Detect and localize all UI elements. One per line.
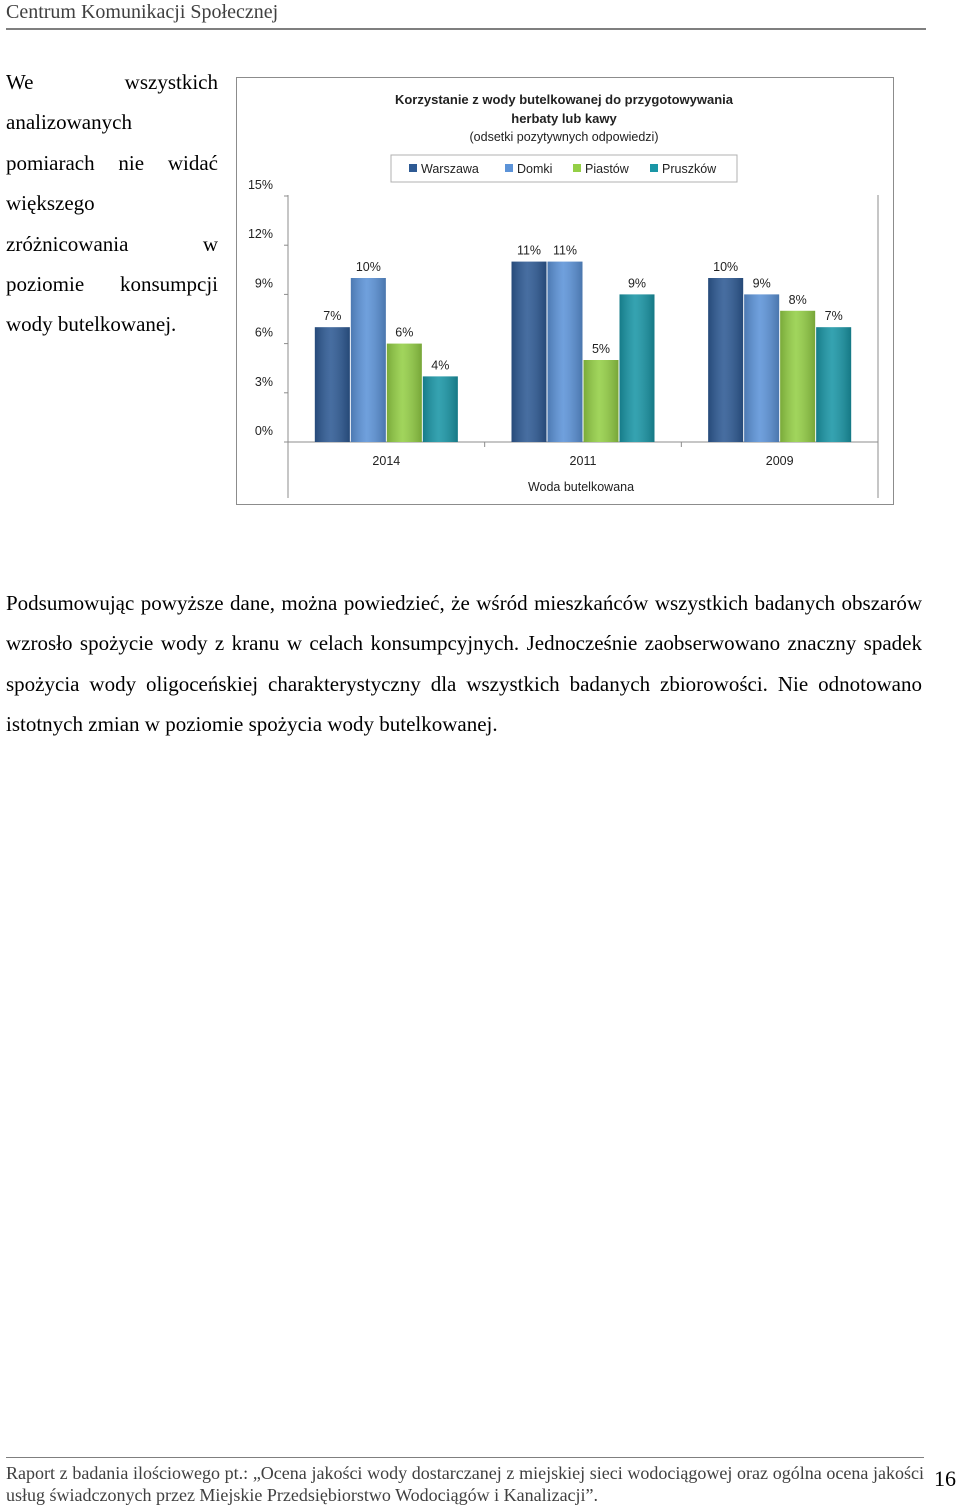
chart-title-line-2: herbaty lub kawy xyxy=(511,111,617,126)
data-label: 10% xyxy=(355,260,381,274)
x-axis-categories xyxy=(372,442,793,468)
bar-shading xyxy=(816,327,851,442)
bar-shading xyxy=(780,311,815,442)
data-label: 9% xyxy=(752,276,771,291)
bar-shading xyxy=(744,294,779,442)
y-tick-label: 9% xyxy=(254,276,273,291)
y-tick-label: 3% xyxy=(254,374,273,389)
x-axis-title: Woda butelkowana xyxy=(527,480,635,494)
header-title: Centrum Komunikacji Społecznej xyxy=(6,1,279,23)
bar-shading xyxy=(708,278,743,442)
y-tick-label: 6% xyxy=(254,325,273,340)
chart-subtitle: (odsetki pozytywnych odpowiedzi) xyxy=(469,130,659,144)
chart-title-line-1: Korzystanie z wody butelkowanej do przygotowywania xyxy=(394,92,734,107)
legend-swatch xyxy=(650,164,658,172)
bar-chart xyxy=(237,78,893,504)
bar-shading xyxy=(315,327,350,442)
data-label: 9% xyxy=(627,276,647,291)
legend-label: Domki xyxy=(517,162,553,176)
data-label: 7% xyxy=(824,309,843,324)
data-label: 5% xyxy=(591,342,611,356)
y-tick-label: 15% xyxy=(247,178,273,192)
legend-swatch xyxy=(573,164,581,172)
bar-shading xyxy=(512,262,547,442)
bar-shading xyxy=(351,278,386,442)
data-label: 7% xyxy=(323,309,342,324)
data-label: 10% xyxy=(713,260,739,274)
bar-shading xyxy=(584,360,619,442)
summary-paragraph: Podsumowując powyższe dane, można powiedzieć, że wśród mieszkańców wszystkich badanych obszarów wzrosło spożycie wody z kranu w celach konsumpcyjnych. Jednocześnie zaobserwowano znaczny spadek spożycia wody oligoceńskiej charakterystyczny dla wszystkich badanych zbiorowości. Nie odnotowano istotnych zmian w poziomie spożycia wody butelkowanej. xyxy=(6,591,922,737)
legend-swatch xyxy=(409,164,417,172)
legend-label: Piastów xyxy=(585,162,629,176)
page-footer xyxy=(6,1457,924,1506)
data-label: 8% xyxy=(788,292,807,307)
category-label: 2011 xyxy=(569,454,597,468)
page-number: 16 xyxy=(934,1466,956,1491)
y-tick-label: 12% xyxy=(247,227,273,242)
chart-bars xyxy=(315,244,851,442)
side-note-paragraph: We wszystkich analizowanych pomiarach nie widać większego zróżnicowania w poziomie konsumpcji wody butelkowanej. xyxy=(6,70,218,337)
bar-shading xyxy=(548,262,583,442)
legend-label: Pruszków xyxy=(662,162,717,176)
bar-shading xyxy=(387,344,422,442)
category-label: 2014 xyxy=(372,454,401,468)
bar-shading xyxy=(620,294,655,442)
data-label: 6% xyxy=(395,325,414,340)
data-label: 11% xyxy=(516,243,542,258)
footer-text: Raport z badania ilościowego pt.: „Ocena jakości wody dostarczanej z miejskiej sieci wodociągowej oraz ogólna ocena jakości usług świadczonych przez Miejskie Przedsiębiorstwo Wodociągów i Kanalizacji”. xyxy=(6,1463,924,1505)
legend-label: Warszawa xyxy=(421,162,479,176)
legend-swatch xyxy=(505,164,513,172)
chart-container xyxy=(236,77,894,505)
category-label: 2009 xyxy=(765,454,794,468)
page-header xyxy=(6,0,926,30)
y-axis-ticks xyxy=(248,178,288,442)
data-label: 11% xyxy=(552,243,578,258)
bar-shading xyxy=(423,376,458,442)
data-label: 4% xyxy=(431,358,450,373)
y-tick-label: 0% xyxy=(254,424,273,438)
